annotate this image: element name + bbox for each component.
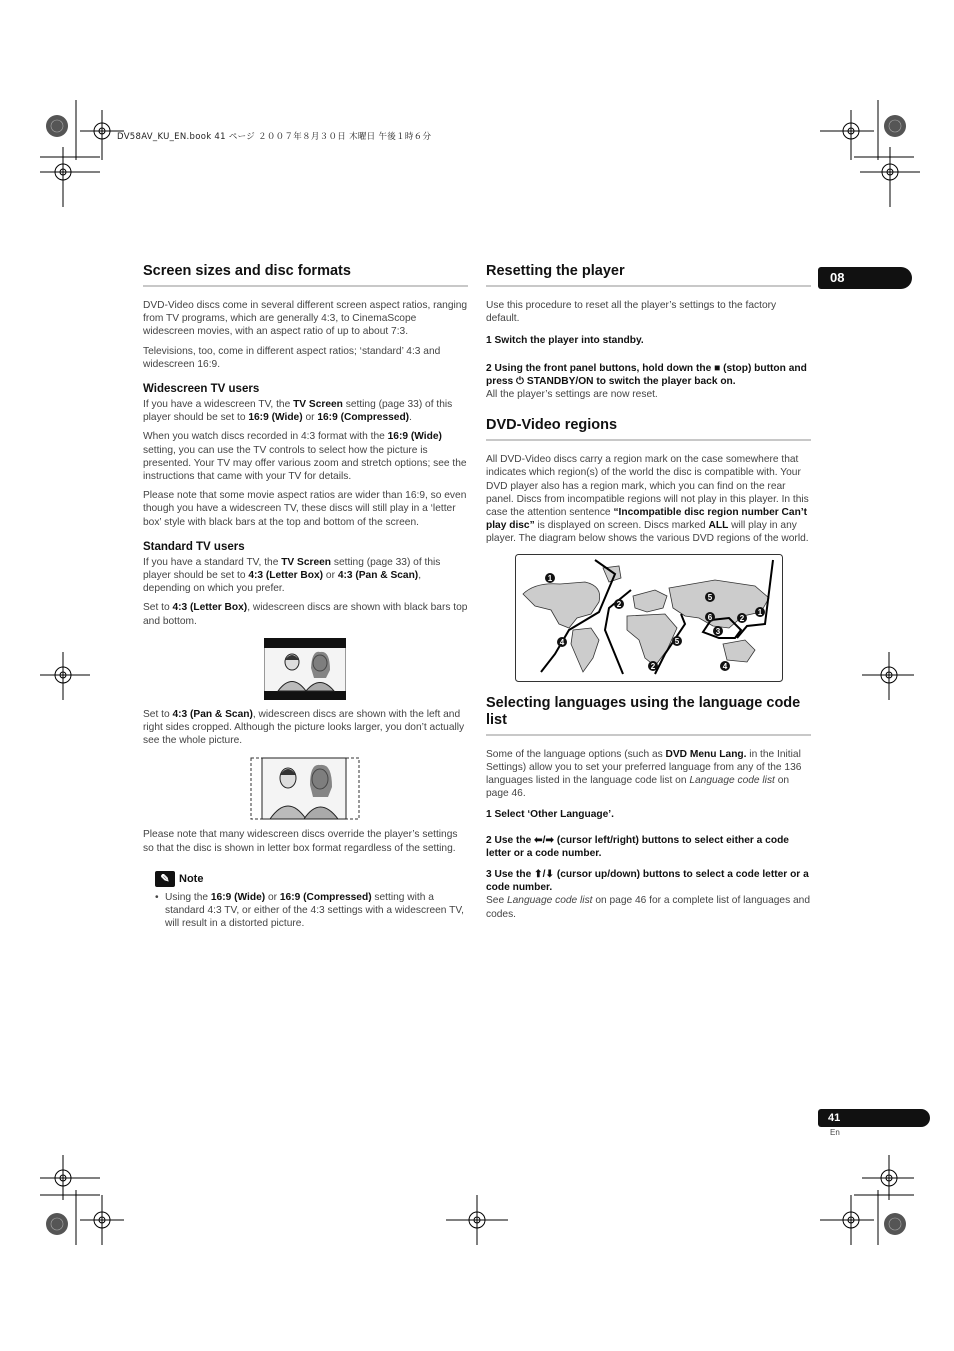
print-header-meta: DV58AV_KU_EN.book 41 ページ ２００７年８月３０日 木曜日 午後１時６分 — [117, 132, 432, 142]
svg-text:1: 1 — [757, 607, 763, 617]
paragraph: When you watch discs recorded in 4:3 format with the 16:9 (Wide) setting, you can use the TV controls to select how the picture is presented. Your TV may offer various zoom and stretch options; see the instructions that came with your TV for details. — [143, 431, 467, 483]
svg-text:1: 1 — [547, 573, 553, 583]
paragraph: All the player’s settings are now reset. — [486, 389, 658, 401]
page-number-tab: 41 — [818, 1109, 930, 1127]
arrow-up-down-icon: ⬆/⬇ — [534, 869, 555, 881]
region-marker — [557, 637, 567, 647]
pencil-icon: ✎ — [155, 871, 175, 887]
region-marker — [705, 592, 715, 602]
stop-icon: ■ — [714, 362, 721, 374]
region-marker — [545, 573, 555, 583]
section-title-languages: Selecting languages using the language code list — [486, 695, 811, 736]
paragraph: Televisions, too, come in different aspect ratios; ‘standard’ 4:3 and widescreen 16:9. — [143, 345, 441, 370]
region-marker — [705, 612, 715, 622]
paragraph: Please note that some movie aspect ratios are wider than 16:9, so even though you have a widescreen TV, these discs will still play in a ‘letter box’ style with black bars at the top and bottom of the screen. — [143, 490, 467, 528]
region-marker — [648, 661, 658, 671]
left-column — [143, 263, 468, 930]
right-column — [486, 263, 811, 927]
step: 1 Switch the player into standby. — [486, 335, 644, 347]
region-marker — [737, 613, 747, 623]
svg-text:2: 2 — [739, 613, 745, 623]
svg-text:5: 5 — [707, 592, 713, 602]
subheading-standard: Standard TV users — [143, 540, 245, 553]
step: 1 Select ‘Other Language’. — [486, 809, 614, 821]
paragraph: DVD-Video discs come in several different screen aspect ratios, ranging from TV programs, which are generally 4:3, to CinemaScope widescreen movies, with an aspect ratio of up to about 7:3. — [143, 300, 468, 338]
svg-text:6: 6 — [707, 612, 713, 622]
note-item: • Using the 16:9 (Wide) or 16:9 (Compressed) setting with a standard 4:3 TV, or either of the 4:3 settings with a widescreen TV, will result in a distorted picture. — [155, 891, 465, 930]
paragraph: Set to 4:3 (Pan & Scan), widescreen discs are shown with the left and right sides cropped. Although the picture looks larger, you don’t actually see the whole picture. — [143, 708, 465, 747]
language-code: En — [830, 1128, 840, 1137]
paragraph: If you have a widescreen TV, the TV Screen setting (page 33) of this player should be set to 16:9 (Wide) or 16:9 (Compressed). — [143, 399, 453, 424]
bullet-icon: • — [155, 891, 159, 903]
paragraph: Some of the language options (such as DVD Menu Lang. in the Initial Settings) allow you to set your preferred language from any of the 136 languages listed in the language code list on Language code list on page 46. — [486, 748, 802, 800]
region-marker — [672, 636, 682, 646]
note-title: Note — [179, 872, 204, 885]
step: 2 Using the front panel buttons, hold down the ■ (stop) button and press ⏻ STANDBY/ON to switch the player back on. — [486, 362, 807, 387]
section-title-regions: DVD-Video regions — [486, 417, 811, 441]
step: 2 Use the ⬅/➡ (cursor left/right) buttons to select either a code letter or a code number. — [486, 834, 789, 859]
section-title-reset: Resetting the player — [486, 263, 811, 287]
section-title-screen-sizes: Screen sizes and disc formats — [143, 263, 468, 287]
region-marker — [614, 599, 624, 609]
paragraph: Use this procedure to reset all the player’s settings to the factory default. — [486, 300, 777, 325]
paragraph: See Language code list on page 46 for a complete list of languages and codes. — [486, 895, 810, 920]
paragraph: Please note that many widescreen discs override the player’s settings so that the disc is shown in letter box format regardless of the setting. — [143, 829, 458, 854]
svg-text:2: 2 — [650, 661, 656, 671]
paragraph: Set to 4:3 (Letter Box), widescreen discs are shown with black bars top and bottom. — [143, 602, 468, 627]
subheading-widescreen: Widescreen TV users — [143, 383, 260, 396]
pan-scan-illustration — [250, 757, 360, 820]
region-marker — [713, 626, 723, 636]
arrow-left-right-icon: ⬅/➡ — [534, 834, 555, 846]
svg-text:2: 2 — [616, 599, 622, 609]
power-icon: ⏻ — [516, 375, 525, 387]
svg-text:4: 4 — [722, 661, 728, 671]
region-marker — [720, 661, 730, 671]
chapter-tab: 08 — [818, 267, 912, 289]
region-marker — [755, 607, 765, 617]
paragraph: If you have a standard TV, the TV Screen setting (page 33) of this player should be set to 4:3 (Letter Box) or 4:3 (Pan & Scan), depending on which you prefer. — [143, 556, 441, 595]
svg-text:3: 3 — [715, 626, 721, 636]
paragraph: All DVD-Video discs carry a region mark on the case somewhere that indicates which region(s) of the world the disc is compatible with. Your DVD player also has a region mark, which you can find on the rear panel. Discs from incompatible regions will not play in this player. In this case the attention sentence “Incompatible disc region number Can’t play disc” is displayed on screen. Discs marked ALL will play in any player. The diagram below shows the various DVD regions of the world. — [486, 454, 809, 545]
note-box — [155, 871, 468, 931]
svg-text:5: 5 — [674, 636, 680, 646]
region-world-map — [515, 554, 783, 682]
step: 3 Use the ⬆/⬇ (cursor up/down) buttons to select a code letter or a code number. — [486, 869, 809, 894]
letterbox-illustration — [264, 638, 346, 700]
svg-text:4: 4 — [559, 637, 565, 647]
